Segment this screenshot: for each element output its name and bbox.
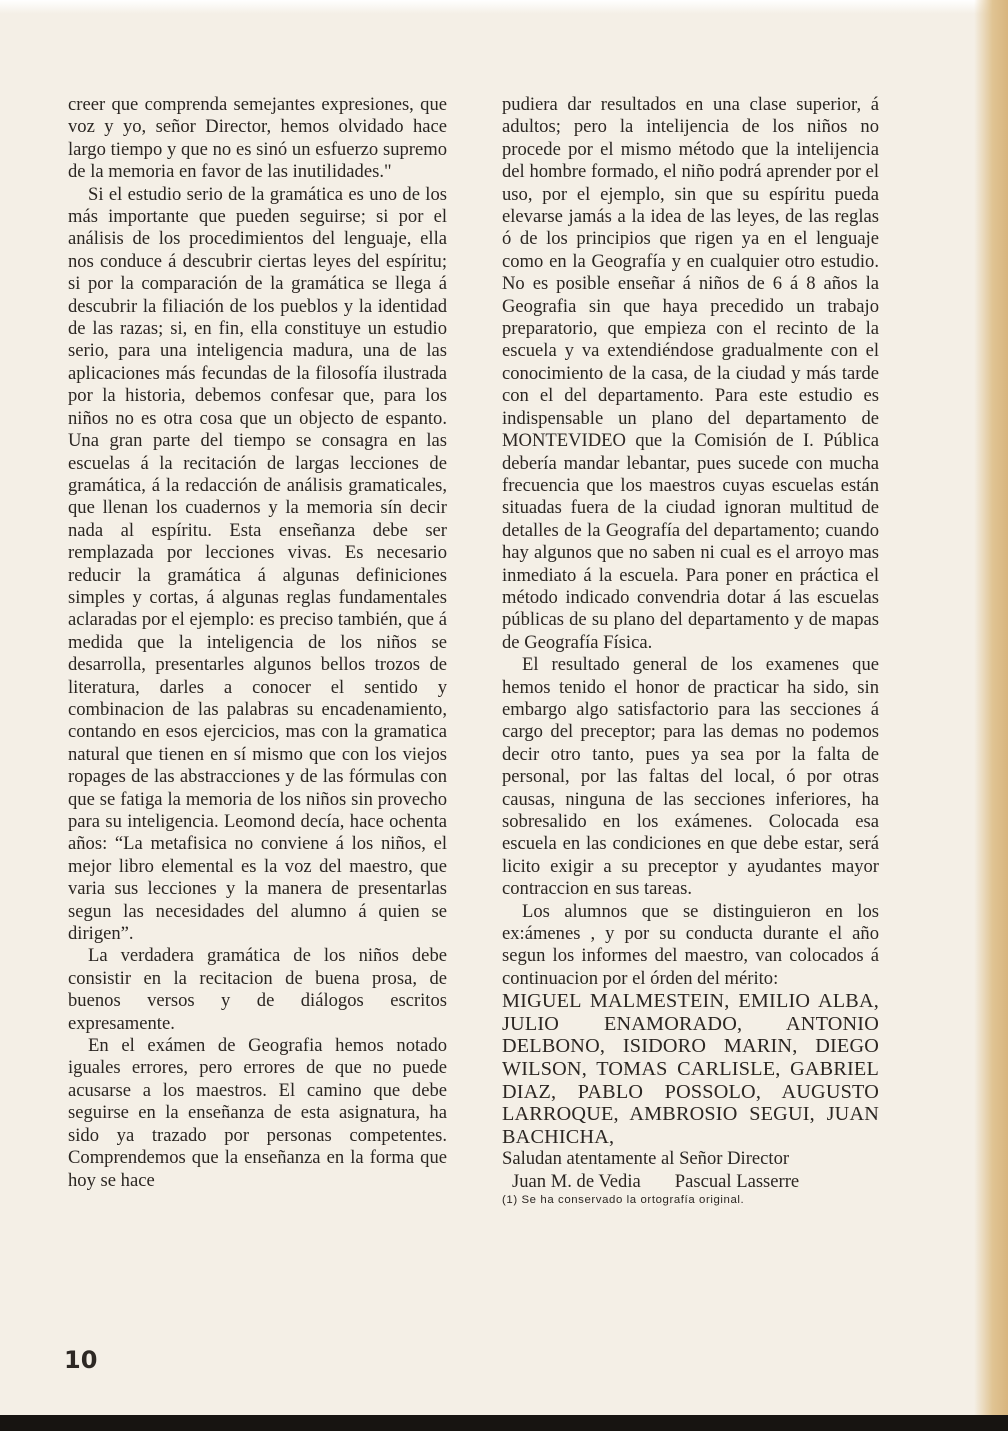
closing-line: Saludan atentamente al Señor Director	[502, 1148, 790, 1170]
signatures	[502, 1171, 879, 1193]
page-number: 10	[64, 1346, 98, 1374]
left-paragraph-1: creer que comprenda semejantes expresiones, que voz y yo, señor Director, hemos olvidado hace largo tiempo y que no es sinó un esfuerzo supremo de la memoria en favor de las inutilidades."	[68, 94, 447, 183]
footnote: (1) Se ha conservado la ortografía original.	[502, 1194, 745, 1207]
page-right-edge	[974, 0, 1008, 1431]
page-bottom-edge	[0, 1415, 1008, 1431]
left-paragraph-3: La verdadera gramática de los niños debe consistir en la recitacion de buena prosa, de buenos versos y de diálogos escritos expresamente.	[68, 945, 447, 1034]
signer-1: Juan M. de Vedia	[512, 1170, 641, 1192]
right-paragraph-2: El resultado general de los examenes que hemos tenido el honor de practicar ha sido, sin embargo algo satisfactorio para las secciones á cargo del preceptor; para las demas no podemos decir otro tanto, pues ya sea por la falta de personal, por las faltas del local, ó por otras causas, ninguna de las secciones inferiores, ha sobresalido en los exámenes. Colocada esa escuela en las condiciones en que debe estar, será licito exigir a su preceptor y ayudantes mayor contraccion en sus tareas.	[502, 654, 879, 900]
right-column	[502, 94, 879, 1207]
student-names: MIGUEL MALMESTEIN, EMILIO ALBA, JULIO ENAMORADO, ANTONIO DELBONO, ISIDORO MARIN, DIEGO WILSON, TOMAS CARLISLE, GABRIEL DIAZ, PABLO POSSOLO, AUGUSTO LARROQUE, AMBROSIO SEGUI, JUAN BACHICHA,	[502, 990, 879, 1148]
signer-2: Pascual Lasserre	[674, 1170, 800, 1192]
left-column	[68, 94, 447, 1192]
right-paragraph-3: Los alumnos que se distinguieron en los ex:ámenes , y por su conducta durante el año segun los informes del maestro, van colocados á continuacion por el órden del mérito:	[502, 900, 879, 989]
right-paragraph-1: pudiera dar resultados en una clase superior, á adultos; pero la intelijencia de los niños no procede por el mismo método que la intelijencia del hombre formado, el niño podrá aprender por el uso, por el ejemplo, sin que su espíritu pueda elevarse jamás a la idea de las leyes, de las reglas ó de los principios que rigen ya en el lenguaje como en la Geografía y en cualquier otro estudio. No es posible enseñar á niños de 6 á 8 años la Geografia sin que haya precedido un trabajo preparatorio, que empieza con el recinto de la escuela y va extendiéndose gradualmente con el conocimiento de la casa, de la ciudad y más tarde con el del departamento. Para este estudio es indispensable un plano del departamento de MONTEVIDEO que la Comisión de I. Pública debería mandar lebantar, pues sucede con mucha frecuencia que los maestros cuyas escuelas están situadas fuera de la ciudad ignoran multitud de detalles de la Geografía del departamento; cuando hay algunos que no saben ni cual es el arroyo mas inmediato á la escuela. Para poner en práctica el método indicado convendria dotar á las escuelas públicas de su plano del departamento y de mapas de Geografía Física.	[502, 94, 879, 653]
page-top-edge	[0, 0, 1008, 14]
left-paragraph-2: Si el estudio serio de la gramática es uno de los más importante que pueden seguirse; si por el análisis de los procedimientos del lenguaje, ella nos conduce á descubrir ciertas leyes del espíritu; si por la comparación de la gramática se llega á descubrir la filiación de los pueblos y la identidad de las razas; si, en fin, ella constituye un estudio serio, para una inteligencia madura, una de las aplicaciones más fecundas de la filosofía ilustrada por la historia, debemos confesar que, para los niños no es otra cosa que un objecto de espanto. Una gran parte del tiempo se consagra en las escuelas á la recitación de largas lecciones de gramática, á la redacción de análisis gramaticales, que llenan los cuadernos y la memoria sín decir nada al espíritu. Esta enseñanza debe ser remplazada por lecciones vivas. Es necesario reducir la gramática á algunas definiciones simples y cortas, á algunas reglas fundamentales aclaradas por el ejemplo: es preciso también, que á medida que la inteligencia de los niños se desarrolla, presentarles algunos bellos trozos de literatura, darles a conocer el sentido y combinacion de las palabras su encadenamiento, contando en esos ejercicios, mas con la gramatica natural que tienen en sí mismo que con los viejos ropages de las abstracciones y de las fórmulas con que se fatiga la memoria de los niños sin provecho para su inteligencia. Leomond decía, hace ochenta años: “La metafisica no conviene á los niños, el mejor libro elemental es la voz del maestro, que varia sus lecciones y la manera de presentarlas segun las necesidades del alumno á quien se dirigen”.	[68, 183, 447, 945]
left-paragraph-4: En el exámen de Geografia hemos notado iguales errores, pero errores de que no puede acusarse a los maestros. El camino que debe seguirse en la enseñanza de esta asignatura, ha sido ya trazado por personas competentes. Comprendemos que la enseñanza en la forma que hoy se hace	[68, 1035, 447, 1191]
